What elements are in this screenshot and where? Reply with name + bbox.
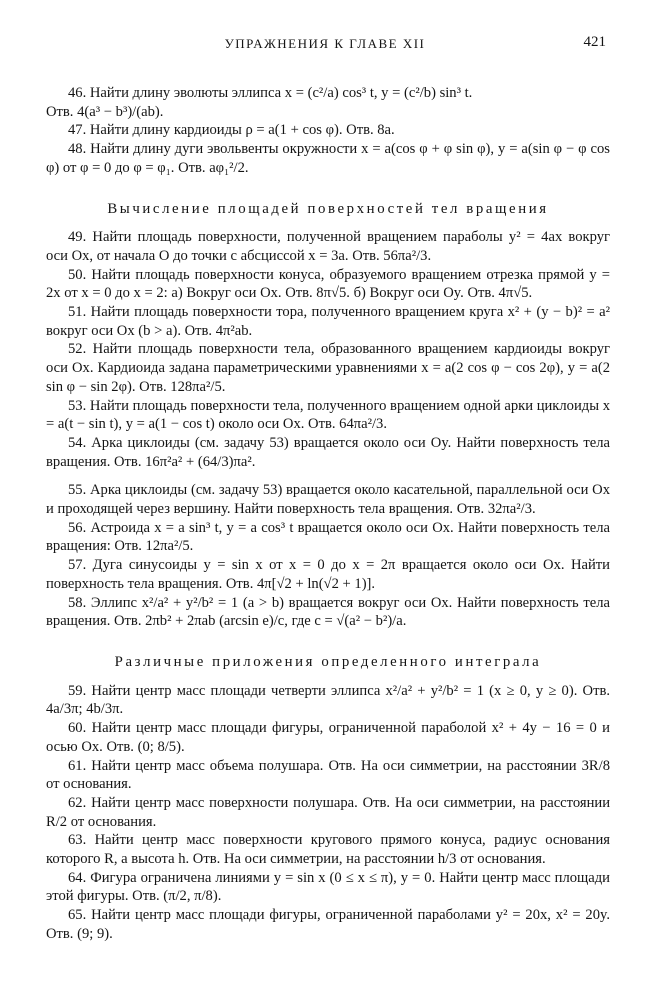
exercise-paragraph: 65. Найти центр масс площади фигуры, ограниченной параболами y² = 20x, x² = 20y. Отв. (9; 9). [46,907,610,942]
exercise-paragraph: 61. Найти центр масс объема полушара. Отв. На оси симметрии, на расстоянии 3R/8 от основания. [46,757,610,793]
spacer [46,471,610,481]
exercise-paragraph: 62. Найти центр масс поверхности полушара. Отв. На оси симметрии, на расстоянии R/2 от основания. [46,794,610,830]
exercise-paragraph: 51. Найти площадь поверхности тора, полученного вращением круга x² + (y − b)² = a² вокруг оси Ox (b > a). Отв. 4π²ab. [46,304,610,339]
exercise-paragraph: 58. Эллипс x²/a² + y²/b² = 1 (a > b) вращается вокруг оси Ox. Найти поверхность тела вращения. Отв. 2πb² + 2πab (arcsin e)/c, где c = √(a² − b²)/a. [46,594,610,630]
exercise-paragraph: 55. Арка циклоиды (см. задачу 53) вращается около касательной, параллельной оси Ox и проходящей через вершину. Найти поверхность тела вращения. Отв. 32πa²/3. [46,482,610,518]
exercise-paragraph: 60. Найти центр масс площади фигуры, ограниченной параболой x² + 4y − 16 = 0 и осью Ox. Отв. (0; 8/5). [46,720,610,755]
exercise-paragraph: 63. Найти центр масс поверхности кругового прямого конуса, радиус основания которого R, а высота h. Отв. На оси симметрии, на расстоянии h/3 от основания. [46,832,610,868]
exercise-paragraph: 64. Фигура ограничена линиями y = sin x (0 ≤ x ≤ π), y = 0. Найти центр масс площади этой фигуры. Отв. (π/2, π/8). [46,869,610,905]
exercise-paragraph: 54. Арка циклоиды (см. задачу 53) вращается около оси Oy. Найти поверхность тела вращения. Отв. 16π²a² + (64/3)πa². [46,434,610,470]
exercise-paragraph: 53. Найти площадь поверхности тела, полученного вращением одной арки циклоиды x = a(t − sin t), y = a(1 − cos t) около оси Ox. Отв. 64πa²/3. [46,397,610,433]
exercise-paragraph: 56. Астроида x = a sin³ t, y = a cos³ t вращается около оси Ox. Найти поверхность тела вращения: Отв. 12πa²/5. [46,519,610,555]
section-heading: Различные приложения определенного интеграла [114,653,542,670]
page-body [46,84,610,944]
exercise-paragraph: 48. Найти длину дуги эвольвенты окружности x = a(cos φ + φ sin φ), y = a(sin φ − φ cos φ) от φ = 0 до φ = φ₁. Отв. aφ₁²/2. [46,141,610,176]
running-header: УПРАЖНЕНИЯ К ГЛАВЕ XII [224,36,426,51]
exercise-paragraph: 49. Найти площадь поверхности, полученной вращением параболы y² = 4ax вокруг оси Ox, от начала O до точки с абсциссой x = 3a. Отв. 56πa²/3. [46,229,610,264]
page-number: 421 [583,34,606,50]
exercise-paragraph: 59. Найти центр масс площади четверти эллипса x²/a² + y²/b² = 1 (x ≥ 0, y ≥ 0). Отв. 4a/3π; 4b/3π. [46,682,610,718]
exercise-paragraph: 50. Найти площадь поверхности конуса, образуемого вращением отрезка прямой y = 2x от x = 0 до x = 2: а) Вокруг оси Ox. Отв. 8π√5. б) Вокруг оси Oy. Отв. 4π√5. [46,266,610,302]
exercise-paragraph: 57. Дуга синусоиды y = sin x от x = 0 до x = 2π вращается около оси Ox. Найти поверхность тела вращения. Отв. 4π[√2 + ln(√2 + 1)]. [46,557,610,592]
exercise-paragraph: Отв. 4(a³ − b³)/(ab). [46,103,164,120]
exercise-paragraph: 52. Найти площадь поверхности тела, образованного вращением кардиоиды вокруг оси Ox. Кардиоида задана параметрическими уравнениями x = a(2 cos φ − cos 2φ), y = a(2 sin φ − sin 2φ). Отв. 128πa²/5. [46,341,610,395]
section-heading: Вычисление площадей поверхностей тел вращения [107,200,549,217]
exercise-paragraph: 46. Найти длину эволюты эллипса x = (c²/a) cos³ t, y = (c²/b) sin³ t. [68,85,473,101]
exercise-paragraph: 47. Найти длину кардиоиды ρ = a(1 + cos φ). Отв. 8a. [68,122,395,139]
